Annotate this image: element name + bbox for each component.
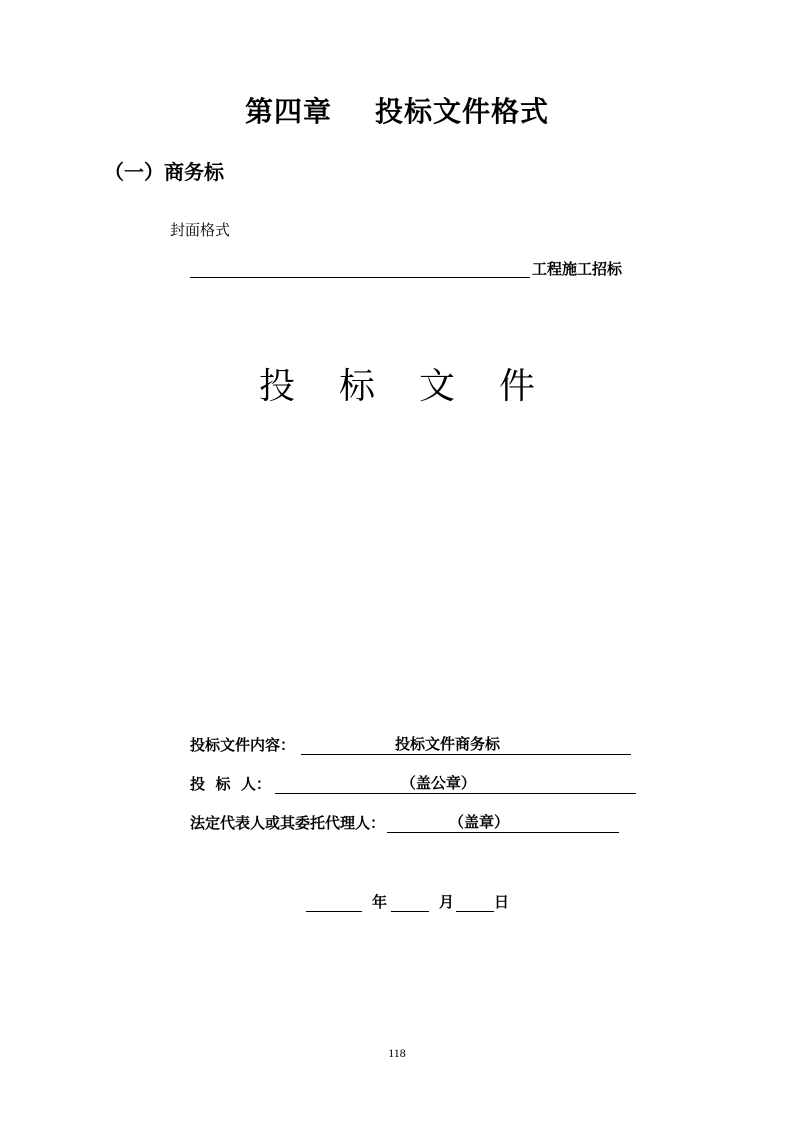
form-row-representative xyxy=(190,811,619,833)
year-blank xyxy=(306,893,362,912)
year-label: 年 xyxy=(372,893,388,911)
doc-title-char: 件 xyxy=(499,366,536,407)
bidder-field xyxy=(275,774,636,794)
section-heading: （一）商务标 xyxy=(104,160,224,184)
representative-value: （盖章） xyxy=(449,813,510,831)
month-label: 月 xyxy=(439,893,455,911)
date-row xyxy=(306,890,509,912)
cover-format-label: 封面格式 xyxy=(170,221,231,239)
doc-title-char: 标 xyxy=(338,366,375,407)
month-blank xyxy=(391,893,429,912)
bidder-label: 投 标 人： xyxy=(190,775,271,793)
project-suffix: 工程施工招标 xyxy=(532,260,623,278)
doc-title-char: 投 xyxy=(258,366,295,407)
form-row-content xyxy=(190,733,631,755)
representative-field xyxy=(387,813,619,833)
chapter-title: 第四章 投标文件格式 xyxy=(245,95,549,128)
content-field xyxy=(301,735,631,755)
content-value: 投标文件商务标 xyxy=(395,735,501,753)
form-row-bidder xyxy=(190,772,636,794)
representative-label: 法定代表人或其委托代理人： xyxy=(190,814,386,832)
project-name-line xyxy=(190,258,622,278)
bidder-value: （盖公章） xyxy=(400,774,476,792)
doc-title-char: 文 xyxy=(419,366,456,407)
day-blank xyxy=(456,893,494,912)
content-label: 投标文件内容： xyxy=(190,736,296,754)
document-title xyxy=(0,358,794,409)
day-label: 日 xyxy=(494,893,510,911)
page-number: 118 xyxy=(388,1046,406,1060)
project-name-blank xyxy=(190,261,530,278)
